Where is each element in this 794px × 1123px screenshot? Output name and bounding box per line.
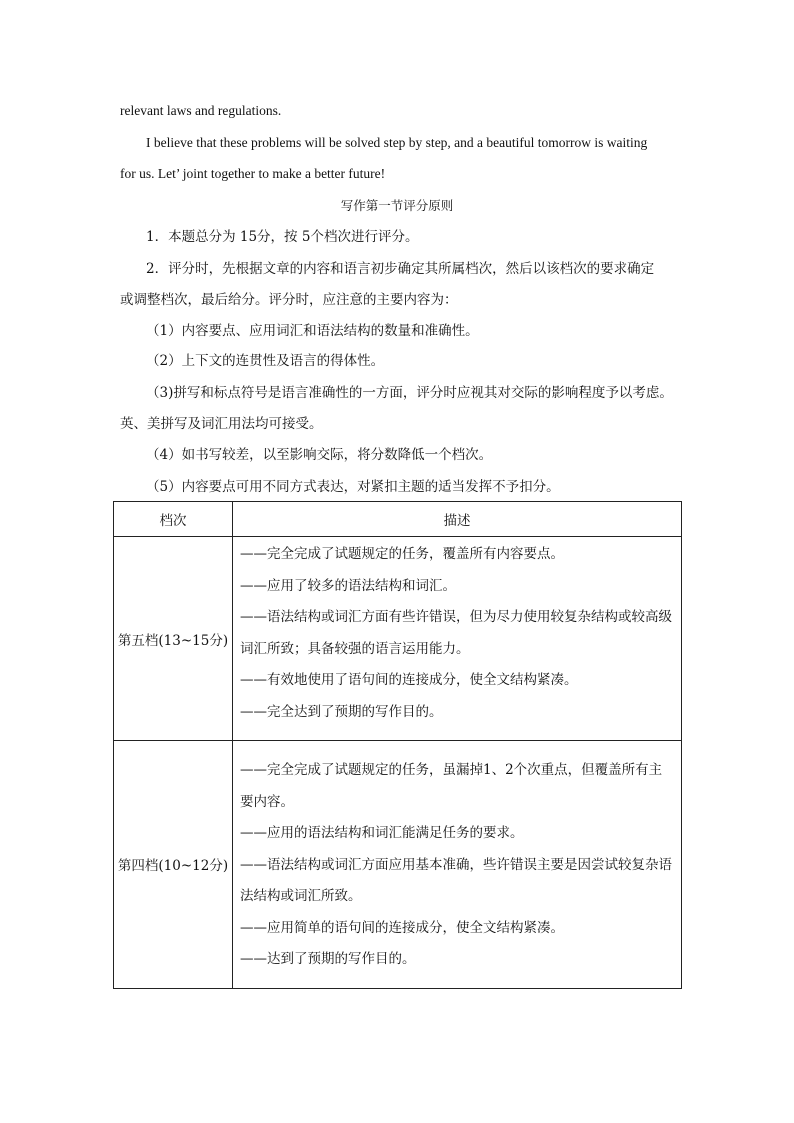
- description-line: ——完全达到了预期的写作目的。: [240, 703, 443, 720]
- level-cell: 第四档(10~12分): [114, 741, 233, 989]
- table-row: [114, 741, 682, 989]
- description-line: ——达到了预期的写作目的。: [240, 951, 416, 967]
- description-line: ——应用简单的语句间的连接成分，使全文结构紧凑。: [240, 919, 564, 936]
- essay-line-1: relevant laws and regulations.: [120, 103, 282, 118]
- section-title: 写作第一节评分原则: [340, 198, 454, 213]
- scoring-table: [113, 501, 682, 989]
- rule-item-4: （4）如书写较差，以至影响交际，将分数降低一个档次。: [146, 447, 493, 463]
- header-description: 描述: [233, 502, 682, 537]
- header-level: 档次: [114, 502, 233, 537]
- rule-item-5: （5）内容要点可用不同方式表达，对紧扣主题的适当发挥不予扣分。: [146, 479, 560, 495]
- description-line: ——语法结构或词汇方面有些许错误，但为尽力使用较复杂结构或较高级词汇所致；具备较强的语言运用能力。: [240, 609, 672, 657]
- table-row: [114, 537, 682, 741]
- rule-item-3-line-1: （3)拼写和标点符号是语言准确性的一方面，评分时应视其对交际的影响程度予以考虑。: [146, 385, 673, 401]
- description-line: ——应用的语法结构和词汇能满足任务的要求。: [240, 825, 524, 841]
- essay-line-3: for us. Let’ joint together to make a better future!: [120, 166, 386, 181]
- rule-item-2: （2）上下文的连贯性及语言的得体性。: [146, 353, 385, 369]
- table-header-row: [114, 502, 682, 537]
- rule-2-line-2: 或调整档次，最后给分。评分时，应注意的主要内容为：: [120, 292, 458, 308]
- description-line: ——语法结构或词汇方面应用基本准确，些许错误主要是因尝试较复杂语法结构或词汇所致。: [240, 856, 672, 904]
- description-line: ——完全完成了试题规定的任务，虽漏掉1、2个次重点，但覆盖所有主要内容。: [240, 762, 663, 810]
- description-line: ——有效地使用了语句间的连接成分，使全文结构紧凑。: [240, 672, 578, 688]
- description-line: ——完全完成了试题规定的任务，覆盖所有内容要点。: [240, 546, 564, 562]
- rule-2-line-1: 2．评分时，先根据文章的内容和语言初步确定其所属档次，然后以该档次的要求确定: [146, 261, 655, 277]
- rule-item-3-line-2: 英、美拼写及词汇用法均可接受。: [120, 416, 323, 432]
- rule-1: 1．本题总分为 15分，按 5个档次进行评分。: [146, 229, 419, 245]
- level-cell: 第五档(13~15分): [114, 537, 233, 741]
- description-cell: [233, 537, 682, 741]
- description-line: ——应用了较多的语法结构和词汇。: [240, 577, 456, 594]
- description-cell: [233, 741, 682, 989]
- rule-item-1: （1）内容要点、应用词汇和语法结构的数量和准确性。: [146, 323, 479, 339]
- essay-line-2: I believe that these problems will be solved step by step, and a beautiful tomorrow is waiting: [146, 135, 648, 150]
